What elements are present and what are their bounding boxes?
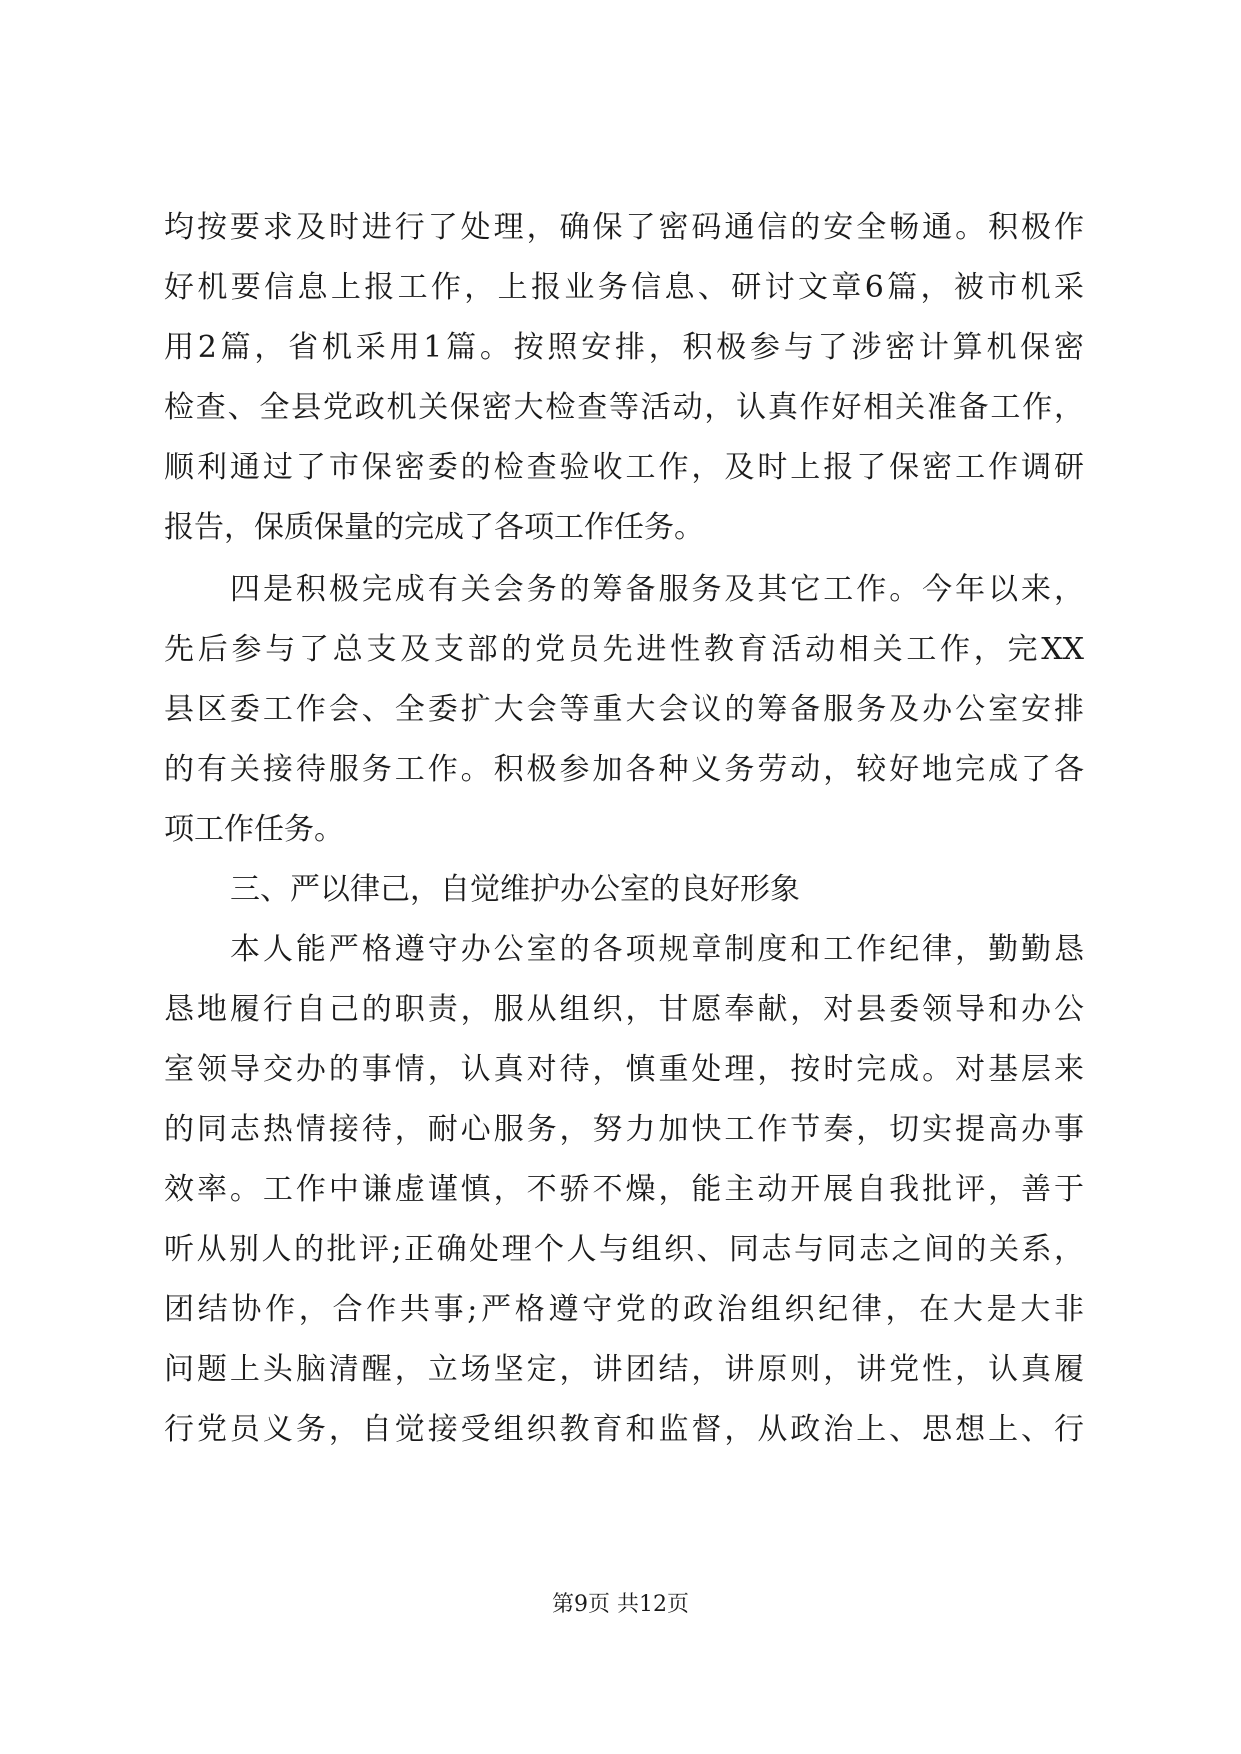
text-line: 问题上头脑清醒，立场坚定，讲团结，讲原则，讲党性，认真履 <box>164 1352 1084 1387</box>
text-line: 报告，保质保量的完成了各项工作任务。 <box>164 510 704 545</box>
page-number-footer: 第9页 共12页 <box>552 1592 689 1617</box>
text-line: 行党员义务，自觉接受组织教育和监督，从政治上、思想上、行 <box>164 1412 1084 1447</box>
text-line: 好机要信息上报工作，上报业务信息、研讨文章6篇，被市机采 <box>164 270 1084 305</box>
text-line: 恳地履行自己的职责，服从组织，甘愿奉献，对县委领导和办公 <box>164 992 1084 1027</box>
paragraph-start-line: 本人能严格遵守办公室的各项规章制度和工作纪律，勤勤恳 <box>230 932 1084 967</box>
text-line: 团结协作，合作共事;严格遵守党的政治组织纪律，在大是大非 <box>164 1292 1084 1327</box>
text-line: 县区委工作会、全委扩大会等重大会议的筹备服务及办公室安排 <box>164 692 1084 727</box>
text-line: 项工作任务。 <box>164 812 344 847</box>
text-line: 顺利通过了市保密委的检查验收工作，及时上报了保密工作调研 <box>164 450 1084 485</box>
text-line: 均按要求及时进行了处理，确保了密码通信的安全畅通。积极作 <box>164 210 1084 245</box>
text-line: 检查、全县党政机关保密大检查等活动，认真作好相关准备工作， <box>164 390 1084 425</box>
text-line: 室领导交办的事情，认真对待，慎重处理，按时完成。对基层来 <box>164 1052 1084 1087</box>
paragraph-start-line: 四是积极完成有关会务的筹备服务及其它工作。今年以来， <box>230 572 1084 607</box>
section-heading: 三、严以律己，自觉维护办公室的良好形象 <box>230 872 800 907</box>
text-line: 听从别人的批评;正确处理个人与组织、同志与同志之间的关系， <box>164 1232 1084 1267</box>
text-line: 先后参与了总支及支部的党员先进性教育活动相关工作，完XX <box>164 632 1084 667</box>
text-line: 的有关接待服务工作。积极参加各种义务劳动，较好地完成了各 <box>164 752 1084 787</box>
text-line: 效率。工作中谦虚谨慎，不骄不燥，能主动开展自我批评，善于 <box>164 1172 1084 1207</box>
text-line: 用2篇，省机采用1篇。按照安排，积极参与了涉密计算机保密 <box>164 330 1084 365</box>
text-line: 的同志热情接待，耐心服务，努力加快工作节奏，切实提高办事 <box>164 1112 1084 1147</box>
